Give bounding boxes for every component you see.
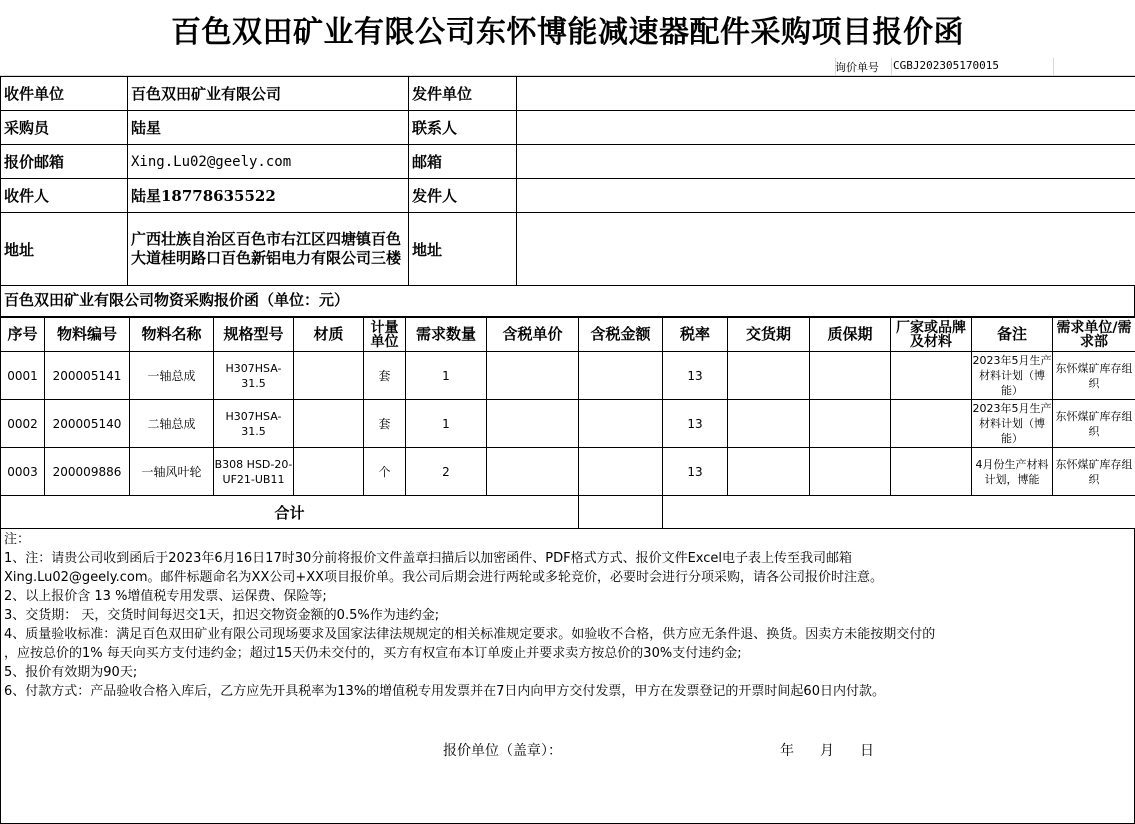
row-remark: 4月份生产材料计划，博能 — [972, 448, 1053, 496]
col-material: 材质 — [294, 318, 364, 352]
section-title: 百色双田矿业有限公司物资采购报价函（单位：元） — [0, 285, 1135, 317]
col-code: 物料编号 — [45, 318, 130, 352]
row-amount[interactable] — [579, 352, 663, 400]
row-material[interactable] — [294, 448, 364, 496]
page-title: 百色双田矿业有限公司东怀博能减速器配件采购项目报价函 — [171, 15, 964, 50]
note-line: Xing.Lu02@geely.com。邮件标题命名为XX公司+XX项目报价单。我公司后期会进行两轮或多轮竞价，必要时会进行分项采购，请各公司报价时注意。 — [4, 570, 884, 585]
col-tax: 税率 — [663, 318, 728, 352]
row-spec: H307HSA-31.5 — [214, 400, 294, 448]
inquiry-number: CGBJ202305170015 — [893, 59, 999, 72]
row-code: 200005140 — [45, 400, 130, 448]
sender-address-value[interactable] — [517, 213, 1135, 286]
row-amount[interactable] — [579, 400, 663, 448]
row-unit: 套 — [364, 400, 406, 448]
sender-address-label: 地址 — [409, 213, 517, 286]
row-seq: 0002 — [1, 400, 45, 448]
col-seq: 序号 — [1, 318, 45, 352]
row-dept: 东怀煤矿库存组织 — [1053, 400, 1135, 448]
col-dept: 需求单位/需求部 — [1053, 318, 1135, 352]
row-name: 一轴总成 — [130, 352, 214, 400]
note-line: 4、质量验收标准：满足百色双田矿业有限公司现场要求及国家法律法规规定的相关标准规定要求。如验收不合格，供方应无条件退、换货。因卖方未能按期交付的 — [4, 627, 936, 642]
note-line: 5、报价有效期为90天; — [4, 665, 138, 680]
total-amount[interactable] — [579, 496, 663, 529]
row-qty: 1 — [406, 400, 487, 448]
note-line: 注： — [4, 532, 31, 547]
items-table — [0, 317, 1135, 529]
row-maker[interactable] — [891, 400, 972, 448]
row-code: 200009886 — [45, 448, 130, 496]
row-material[interactable] — [294, 352, 364, 400]
email-label: 报价邮箱 — [1, 145, 128, 179]
receiver-value: 陆星18778635522 — [128, 179, 409, 213]
signature-day: 日 — [860, 743, 874, 759]
row-remark: 2023年5月生产材料计划（博能） — [972, 400, 1053, 448]
send-unit-label: 发件单位 — [409, 77, 517, 111]
address-value: 广西壮族自治区百色市右江区四塘镇百色大道桂明路口百色新铝电力有限公司三楼 — [128, 213, 409, 286]
row-tax: 13 — [663, 352, 728, 400]
note-line: 3、交货期： 天，交货时间每迟交1天，扣迟交物资金额的0.5%作为违约金; — [4, 608, 440, 623]
col-maker: 厂家或品牌及材料 — [891, 318, 972, 352]
inquiry-row — [0, 58, 1135, 76]
total-label: 合计 — [1, 496, 579, 529]
row-amount[interactable] — [579, 448, 663, 496]
row-qty: 2 — [406, 448, 487, 496]
row-name: 一轴风叶轮 — [130, 448, 214, 496]
mail-label: 邮箱 — [409, 145, 517, 179]
col-remark: 备注 — [972, 318, 1053, 352]
row-tax: 13 — [663, 400, 728, 448]
receiver-label: 收件人 — [1, 179, 128, 213]
row-code: 200005141 — [45, 352, 130, 400]
note-line: 6、付款方式：产品验收合格入库后，乙方应先开具税率为13%的增值税专用发票并在7日内向甲方交付发票，甲方在发票登记的开票时间起60日内付款。 — [4, 684, 885, 699]
col-unit: 计量单位 — [364, 318, 406, 352]
contact-label: 联系人 — [409, 111, 517, 145]
send-unit-value[interactable] — [517, 77, 1135, 111]
col-amount: 含税金额 — [579, 318, 663, 352]
table-row — [1, 352, 1135, 400]
row-delivery[interactable] — [728, 400, 810, 448]
row-delivery[interactable] — [728, 352, 810, 400]
row-seq: 0001 — [1, 352, 45, 400]
inquiry-label: 询价单号 — [835, 61, 879, 74]
info-table — [0, 76, 1135, 286]
note-line: 1、注：请贵公司收到函后于2023年6月16日17时30分前将报价文件盖章扫描后以加密函件、PDF格式方式、报价文件Excel电子表上传至我司邮箱 — [4, 551, 853, 566]
signature-month: 月 — [820, 743, 834, 759]
mail-value[interactable] — [517, 145, 1135, 179]
row-tax: 13 — [663, 448, 728, 496]
signature-year: 年 — [780, 743, 794, 759]
col-warranty: 质保期 — [810, 318, 891, 352]
row-unit: 个 — [364, 448, 406, 496]
signature-label: 报价单位（盖章）： — [443, 743, 562, 759]
note-line: 2、以上报价含 13 %增值税专用发票、运保费、保险等; — [4, 589, 327, 604]
total-rest — [663, 496, 1135, 529]
col-spec: 规格型号 — [214, 318, 294, 352]
col-delivery: 交货期 — [728, 318, 810, 352]
row-spec: B308 HSD-20-UF21-UB11 — [214, 448, 294, 496]
row-price[interactable] — [487, 400, 579, 448]
row-warranty[interactable] — [810, 352, 891, 400]
notes-section — [0, 528, 1135, 824]
row-material[interactable] — [294, 400, 364, 448]
row-warranty[interactable] — [810, 400, 891, 448]
table-row — [1, 448, 1135, 496]
buyer-label: 采购员 — [1, 111, 128, 145]
note-line: ，应按总价的1% 每天向买方支付违约金；超过15天仍未交付的，买方有权宣布本订单废止并要求卖方按总价的30%支付违约金; — [4, 646, 742, 661]
sender-value[interactable] — [517, 179, 1135, 213]
row-maker[interactable] — [891, 352, 972, 400]
row-qty: 1 — [406, 352, 487, 400]
row-warranty[interactable] — [810, 448, 891, 496]
sender-label: 发件人 — [409, 179, 517, 213]
row-dept: 东怀煤矿库存组织 — [1053, 352, 1135, 400]
row-delivery[interactable] — [728, 448, 810, 496]
row-seq: 0003 — [1, 448, 45, 496]
total-row — [1, 496, 1135, 529]
row-price[interactable] — [487, 448, 579, 496]
address-label: 地址 — [1, 213, 128, 286]
recv-unit-value: 百色双田矿业有限公司 — [128, 77, 409, 111]
row-remark: 2023年5月生产材料计划（博能） — [972, 352, 1053, 400]
col-name: 物料名称 — [130, 318, 214, 352]
row-unit: 套 — [364, 352, 406, 400]
recv-unit-label: 收件单位 — [1, 77, 128, 111]
row-price[interactable] — [487, 352, 579, 400]
contact-value[interactable] — [517, 111, 1135, 145]
email-value[interactable]: Xing.Lu02@geely.com — [128, 145, 409, 179]
row-dept: 东怀煤矿库存组织 — [1053, 448, 1135, 496]
row-name: 二轴总成 — [130, 400, 214, 448]
row-maker[interactable] — [891, 448, 972, 496]
buyer-value: 陆星 — [128, 111, 409, 145]
col-price: 含税单价 — [487, 318, 579, 352]
col-qty: 需求数量 — [406, 318, 487, 352]
table-row — [1, 400, 1135, 448]
table-header — [1, 318, 1135, 352]
row-spec: H307HSA-31.5 — [214, 352, 294, 400]
